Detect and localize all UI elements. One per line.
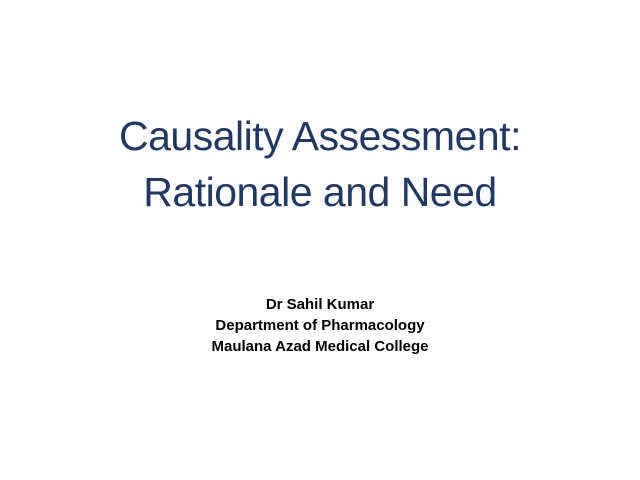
title-line-2: Rationale and Need xyxy=(143,169,497,215)
title-line-1: Causality Assessment: xyxy=(119,113,521,159)
slide-title xyxy=(0,108,640,220)
author-department: Department of Pharmacology xyxy=(215,317,425,334)
author-name: Dr Sahil Kumar xyxy=(265,296,375,313)
author-institution: Maulana Azad Medical College xyxy=(211,338,429,355)
author-info xyxy=(0,294,640,357)
